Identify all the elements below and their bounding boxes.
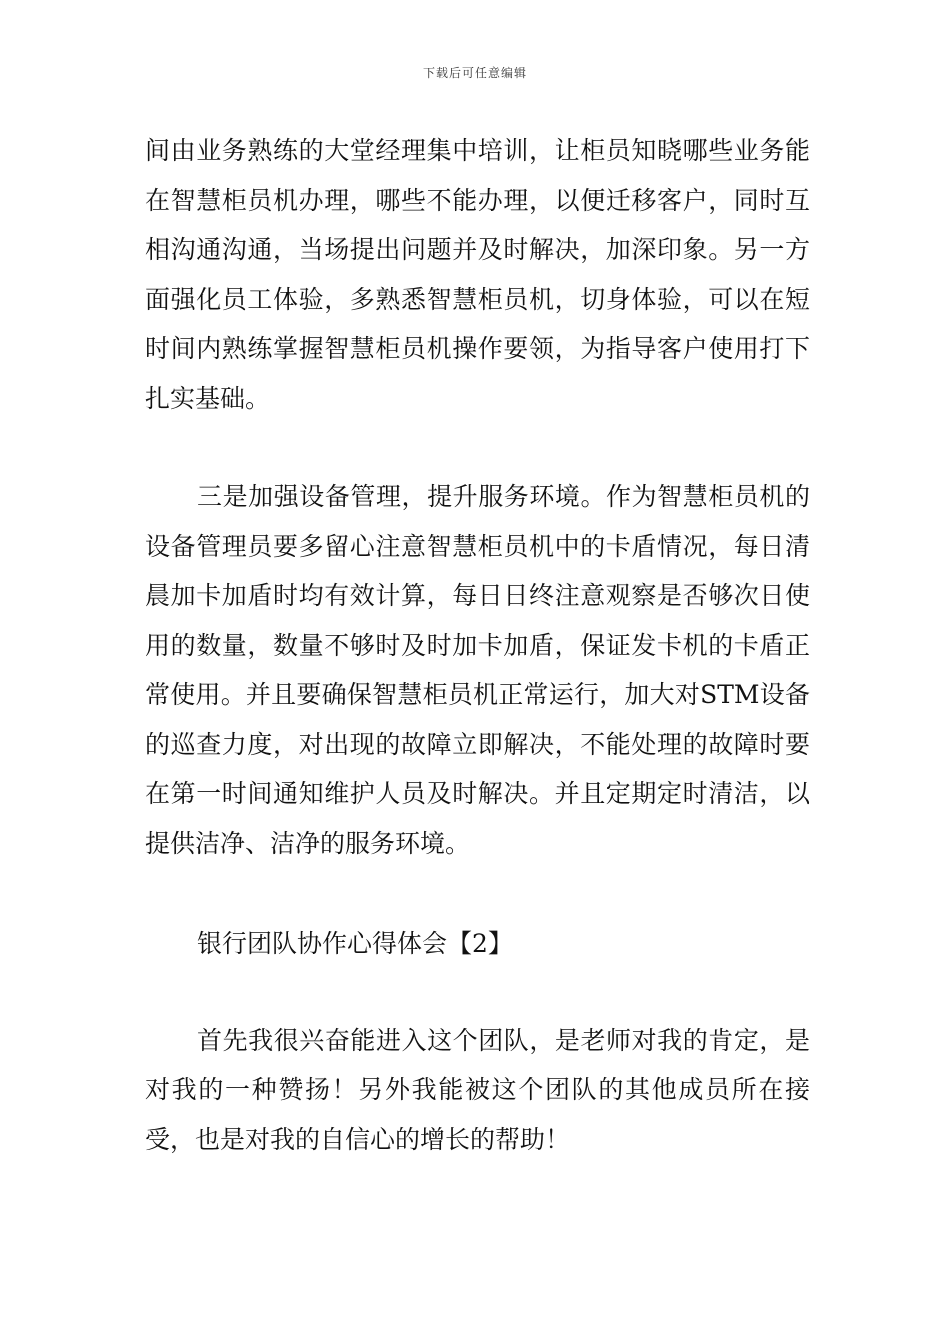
paragraph-gap [145, 423, 810, 472]
paragraph-training: 间由业务熟练的大堂经理集中培训，让柜员知晓哪些业务能在智慧柜员机办理，哪些不能办理，以便迁移客户，同时互相沟通沟通，当场提出问题并及时解决，加深印象。另一方面强化员工体验，多熟悉智慧柜员机，切身体验，可以在短时间内熟练掌握智慧柜员机操作要领，为指导客户使用打下扎实基础。 [145, 136, 810, 413]
paragraph-equipment-management: 三是加强设备管理，提升服务环境。作为智慧柜员机的设备管理员要多留心注意智慧柜员机中的卡盾情况，每日清晨加卡加盾时均有效计算，每日日终注意观察是否够次日使用的数量，数量不够时及时加卡加盾，保证发卡机的卡盾正常使用。并且要确保智慧柜员机正常运行，加大对STM设备的巡查力度，对出现的故障立即解决，不能处理的故障时要在第一时间通知维护人员及时解决。并且定期定时清洁，以提供洁净、洁净的服务环境。 [145, 482, 810, 858]
paragraph-gap [145, 969, 810, 1016]
document-body [145, 126, 810, 1164]
page-header: 下载后可任意编辑 [422, 66, 527, 80]
paragraph-gap [145, 868, 810, 919]
paragraph-team-joining: 首先我很兴奋能进入这个团队，是老师对我的肯定，是对我的一种赞扬！另外我能被这个团队的其他成员所在接受，也是对我的自信心的增长的帮助！ [145, 1025, 810, 1154]
section-heading: 银行团队协作心得体会【2】 [197, 929, 513, 958]
